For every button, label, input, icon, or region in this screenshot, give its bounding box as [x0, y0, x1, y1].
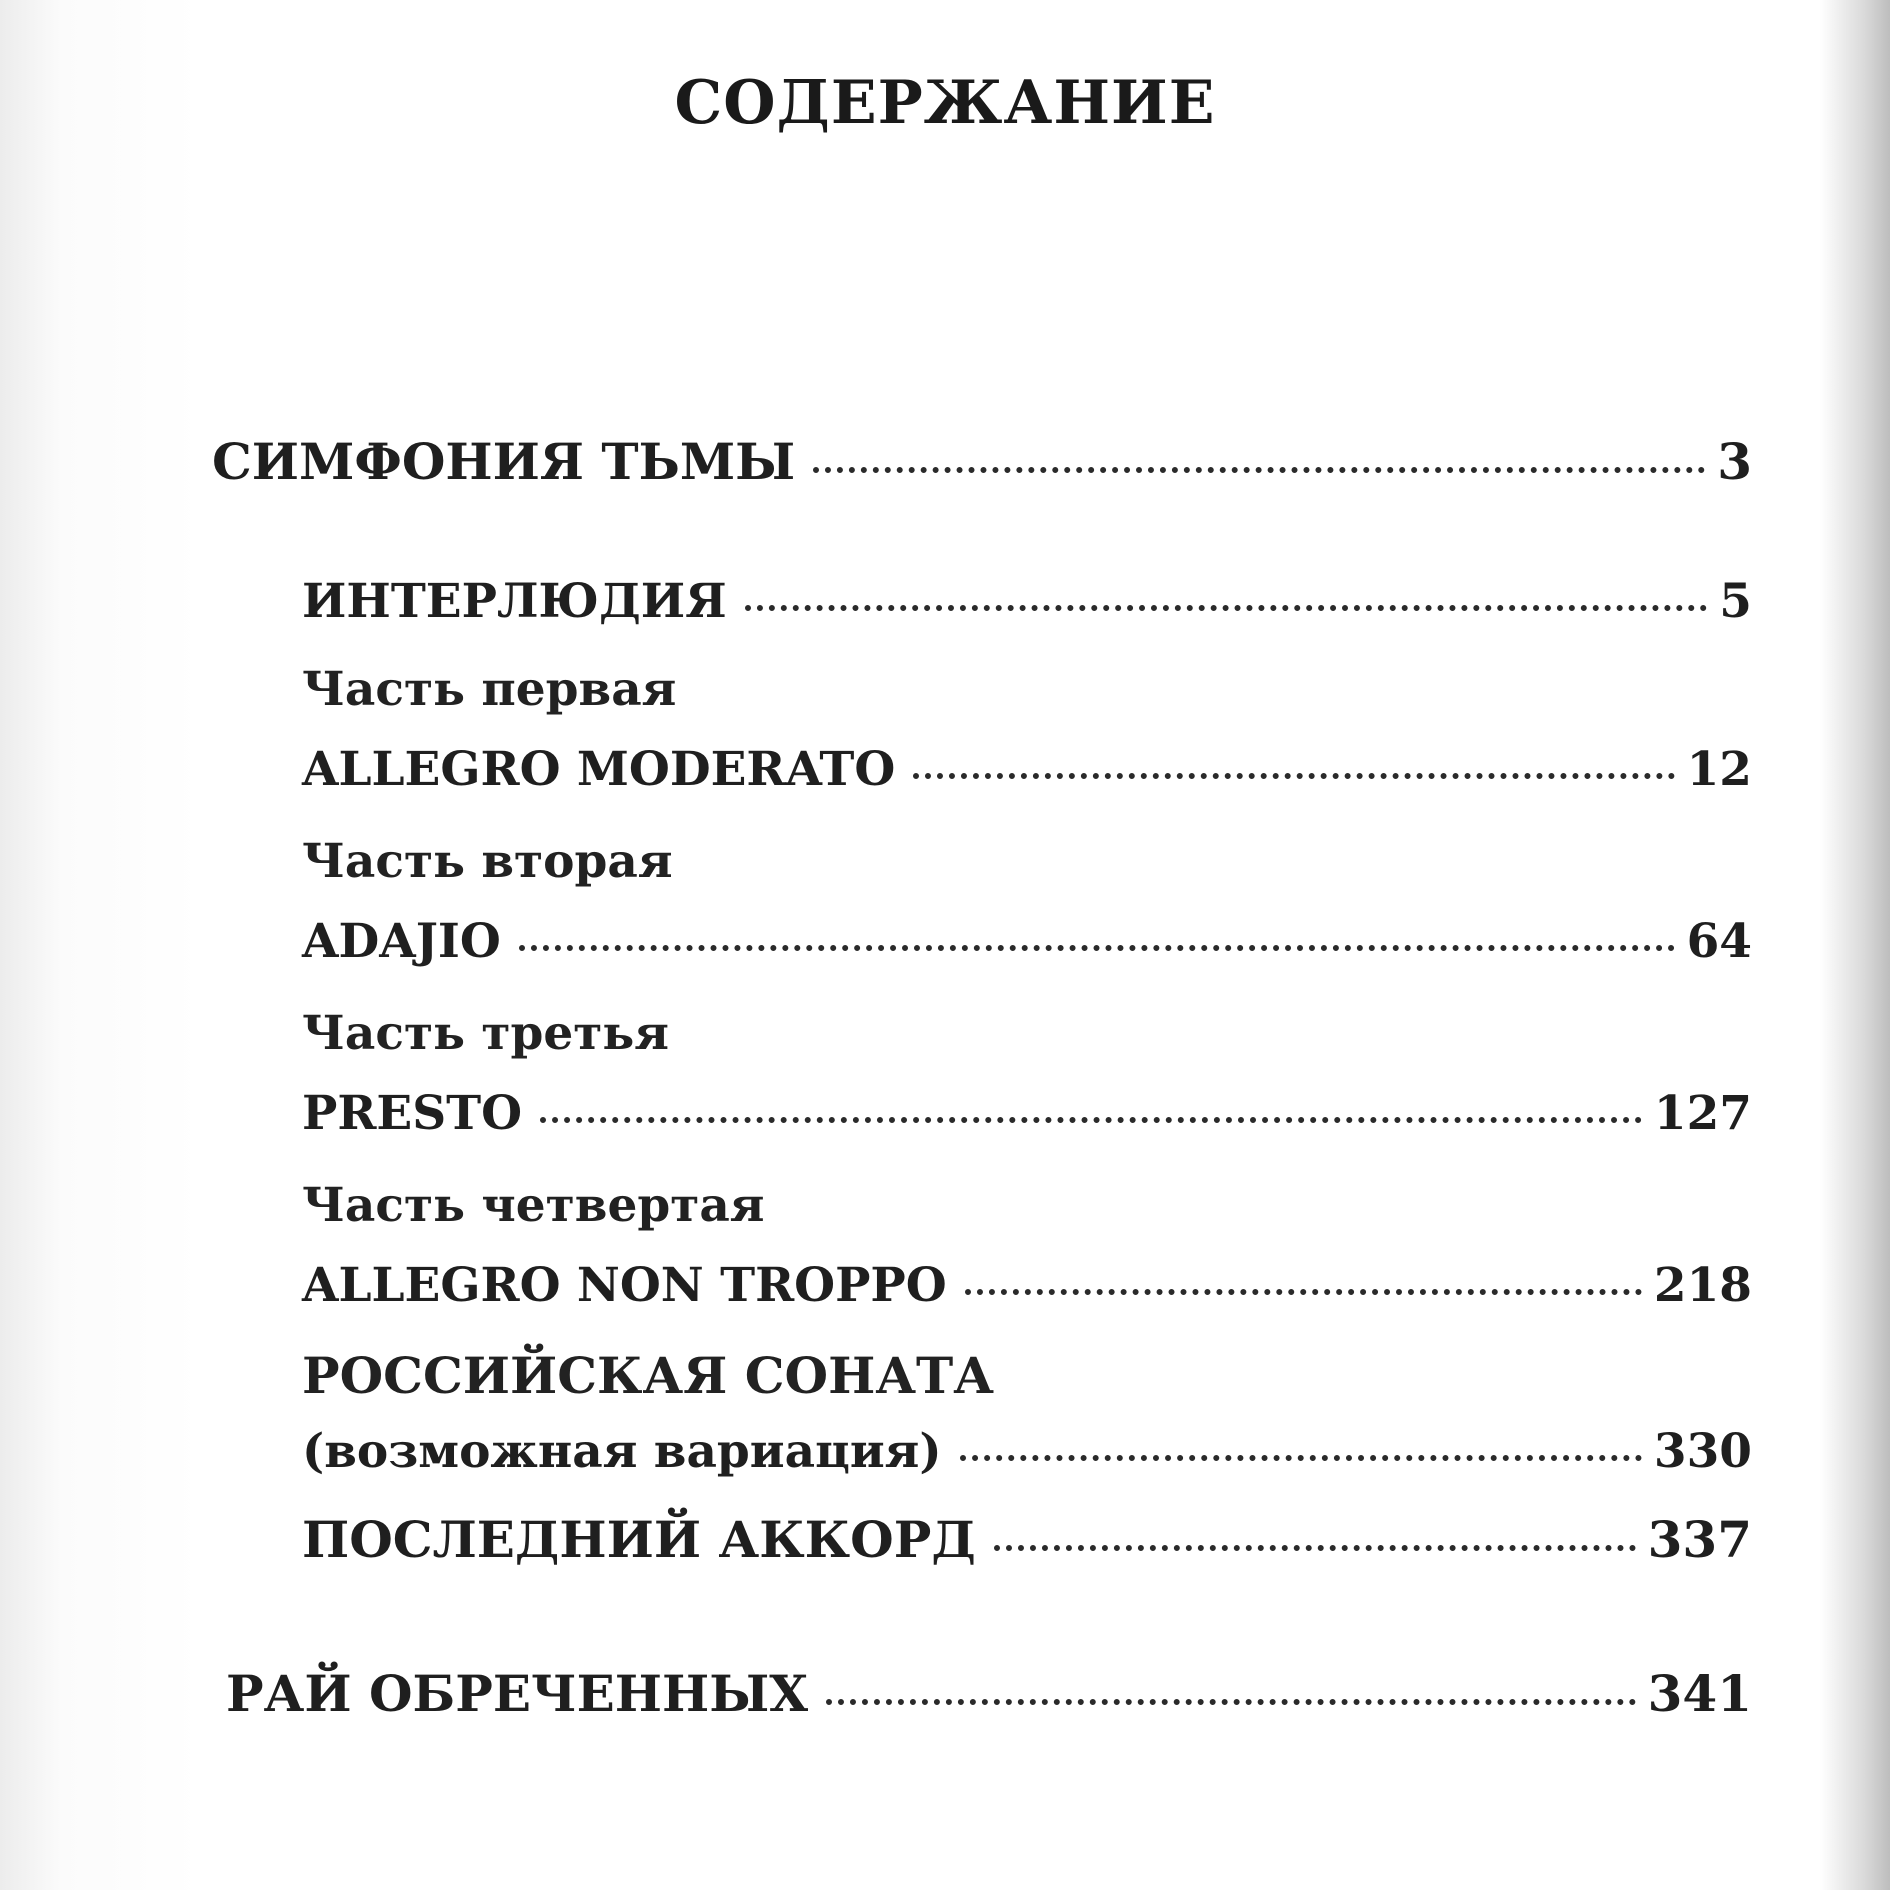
dot-leader	[540, 1117, 1642, 1123]
page-title: СОДЕРЖАНИЕ	[674, 68, 1216, 138]
part-heading-1: Часть первая	[302, 662, 677, 717]
toc-entry-label: ПОСЛЕДНИЙ АККОРД	[302, 1510, 976, 1569]
toc-entry-label: ИНТЕРЛЮДИЯ	[302, 574, 727, 629]
toc-page-number: 218	[1653, 1258, 1752, 1313]
toc-entry-presto[interactable]	[302, 1084, 1752, 1144]
toc-entry-label: ADAJIO	[302, 914, 501, 969]
dot-leader	[960, 1455, 1642, 1461]
toc-page-number: 12	[1686, 742, 1752, 797]
toc-entry-label: (возможная вариация)	[302, 1424, 942, 1479]
toc-page-number: 341	[1647, 1664, 1752, 1723]
toc-entry-label: РАЙ ОБРЕЧЕННЫХ	[226, 1664, 809, 1723]
toc-entry-last-chord[interactable]	[302, 1510, 1752, 1570]
dot-leader	[826, 1699, 1636, 1705]
dot-leader	[994, 1545, 1636, 1551]
dot-leader	[965, 1289, 1642, 1295]
part-heading-4: Часть четвертая	[302, 1178, 765, 1233]
dot-leader	[745, 605, 1708, 611]
toc-page-number: 337	[1647, 1510, 1752, 1569]
part-heading-sonata: РОССИЙСКАЯ СОНАТА	[302, 1346, 994, 1405]
toc-page-number: 127	[1653, 1086, 1752, 1141]
dot-leader	[813, 467, 1705, 473]
toc-page-number: 330	[1653, 1424, 1752, 1479]
toc-page-number: 64	[1686, 914, 1752, 969]
toc-entry-sonata-variation[interactable]	[302, 1422, 1752, 1482]
toc-entry-symphony[interactable]	[212, 432, 1752, 492]
part-heading-3: Часть третья	[302, 1006, 670, 1061]
toc-entry-label: СИМФОНИЯ ТЬМЫ	[212, 432, 796, 491]
toc-entry-adajio[interactable]	[302, 912, 1752, 972]
toc-entry-allegro-moderato[interactable]	[302, 740, 1752, 800]
dot-leader	[913, 773, 1674, 779]
toc-entry-allegro-non-troppo[interactable]	[302, 1256, 1752, 1316]
dot-leader	[519, 945, 1675, 951]
toc-entry-interlude[interactable]	[302, 572, 1752, 632]
toc-page-number: 5	[1719, 574, 1752, 629]
toc-entry-label: ALLEGRO MODERATO	[302, 742, 896, 797]
toc-entry-paradise[interactable]	[226, 1664, 1752, 1724]
toc-page-number: 3	[1717, 432, 1752, 491]
toc-entry-label: PRESTO	[302, 1086, 523, 1141]
part-heading-2: Часть вторая	[302, 834, 673, 889]
toc-entry-label: ALLEGRO NON TROPPO	[302, 1258, 947, 1313]
